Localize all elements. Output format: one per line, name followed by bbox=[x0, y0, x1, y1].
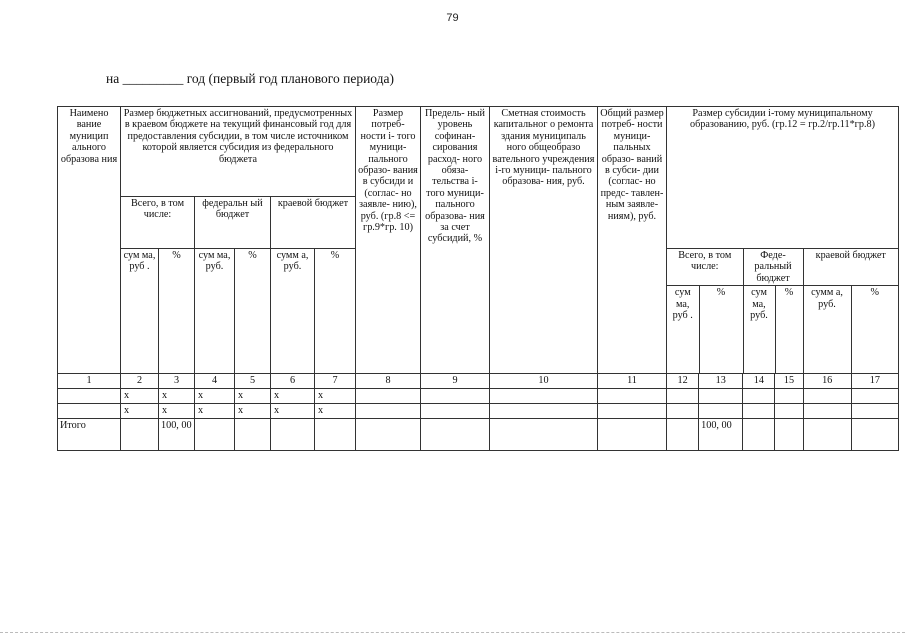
table-cell: x bbox=[159, 404, 195, 419]
budget-group-header: Размер бюджетных ассигнований, предусмотренных в краевом бюджете на текущий финансовый год для предоставления субсидии, в том числе источником которой является субсидия из федерального бюджета bbox=[121, 107, 356, 197]
table-row bbox=[58, 389, 899, 404]
table-cell bbox=[851, 389, 898, 404]
table-cell: x bbox=[315, 389, 356, 404]
total-incl-a-header: Всего, в том числе: bbox=[121, 197, 195, 249]
table-heading: на _________ год (первый год планового периода) bbox=[106, 71, 395, 86]
column-number: 2 bbox=[121, 374, 159, 389]
federal-b-header: Феде- ральный бюджет bbox=[743, 249, 803, 286]
table-cell bbox=[490, 389, 598, 404]
column-number-row bbox=[58, 374, 899, 389]
sum-header: сумм а, руб. bbox=[803, 286, 851, 373]
table-cell: x bbox=[121, 389, 159, 404]
column-number: 6 bbox=[271, 374, 315, 389]
column-number: 13 bbox=[699, 374, 743, 389]
sum-header: сум ма, руб . bbox=[667, 286, 699, 373]
table-cell bbox=[775, 404, 803, 419]
table-cell bbox=[743, 404, 775, 419]
percent-header: % bbox=[870, 287, 879, 299]
subsidy-table bbox=[57, 106, 899, 451]
subsidy-subheader-block bbox=[667, 249, 899, 374]
need-header: Размер потреб- ности i- того муници- пального образо- вания в субсиди и (соглас- но заявле- нию), руб. (гр.8 <= гр.9*гр. 10) bbox=[356, 107, 421, 374]
table-cell bbox=[803, 389, 851, 404]
column-number: 1 bbox=[58, 374, 121, 389]
table-cell bbox=[667, 404, 699, 419]
percent-header: % bbox=[315, 249, 356, 374]
percent-header: % bbox=[159, 249, 195, 374]
total-row bbox=[58, 419, 899, 451]
page-number: 79 bbox=[446, 12, 459, 24]
column-number: 5 bbox=[235, 374, 271, 389]
table-cell bbox=[699, 389, 743, 404]
column-number: 10 bbox=[490, 374, 598, 389]
subsidy-group-header: Размер субсидии i-тому муниципальному образованию, руб. (гр.12 = гр.2/гр.11*гр.8) bbox=[667, 107, 899, 249]
table-cell bbox=[775, 389, 803, 404]
table-cell: x bbox=[195, 404, 235, 419]
sum-header: сум ма, руб. bbox=[195, 249, 235, 374]
table-cell bbox=[803, 404, 851, 419]
limit-header: Предель- ный уровень софинан- сирования расход- ного обяза- тельства i-того муници- пального образова- ния за счет субсидий, % bbox=[421, 107, 490, 374]
table-cell bbox=[598, 404, 667, 419]
percent-header: % bbox=[699, 286, 743, 373]
sum-header: сумм а, руб. bbox=[271, 249, 315, 374]
table-cell bbox=[851, 404, 898, 419]
total-percent-subsidy: 100, 00 bbox=[699, 419, 743, 451]
table-cell bbox=[743, 389, 775, 404]
regional-b-header: краевой бюджет bbox=[803, 249, 898, 286]
column-number: 11 bbox=[598, 374, 667, 389]
total-percent-budget: 100, 00 bbox=[159, 419, 195, 451]
table-cell bbox=[421, 389, 490, 404]
column-number: 12 bbox=[667, 374, 699, 389]
table-cell bbox=[421, 404, 490, 419]
column-number: 15 bbox=[775, 374, 803, 389]
table-cell bbox=[58, 404, 121, 419]
sum-header: сум ма, руб. bbox=[743, 286, 775, 373]
total-label: Итого bbox=[58, 419, 121, 451]
table-cell: x bbox=[235, 389, 271, 404]
total-incl-b-header: Всего, в том числе: bbox=[667, 249, 743, 286]
table-cell bbox=[490, 404, 598, 419]
percent-header: % bbox=[775, 286, 803, 373]
table-cell bbox=[356, 404, 421, 419]
table-row bbox=[58, 404, 899, 419]
federal-a-header: федеральн ый бюджет bbox=[195, 197, 271, 249]
column-number: 14 bbox=[743, 374, 775, 389]
estimate-header: Сметная стоимость капитальног о ремонта здания муниципаль ного общеобразо вательного учреждения i-го муници- пального образова- ния, руб. bbox=[490, 107, 598, 374]
table-cell: x bbox=[195, 389, 235, 404]
column-number: 9 bbox=[421, 374, 490, 389]
table-cell: x bbox=[271, 404, 315, 419]
table-cell bbox=[58, 389, 121, 404]
percent-header: % bbox=[235, 249, 271, 374]
sum-header: сум ма, руб . bbox=[121, 249, 159, 374]
table-cell: x bbox=[235, 404, 271, 419]
table-cell bbox=[356, 389, 421, 404]
table-cell bbox=[699, 404, 743, 419]
column-number: 8 bbox=[356, 374, 421, 389]
table-cell bbox=[598, 389, 667, 404]
column-number: 3 bbox=[159, 374, 195, 389]
total-need-header: Общий размер потреб- ности муници- пальных образо- ваний в субси- дии (соглас- но предс- тавлен- ным заявле- ниям), руб. bbox=[598, 107, 667, 374]
regional-a-header: краевой бюджет bbox=[271, 197, 356, 249]
table-cell bbox=[667, 389, 699, 404]
page-edge-divider bbox=[0, 632, 905, 633]
column-number: 16 bbox=[803, 374, 851, 389]
table-cell: x bbox=[121, 404, 159, 419]
column-number: 7 bbox=[315, 374, 356, 389]
column-number: 4 bbox=[195, 374, 235, 389]
table-cell: x bbox=[159, 389, 195, 404]
table-cell: x bbox=[315, 404, 356, 419]
table-cell: x bbox=[271, 389, 315, 404]
column-number: 17 bbox=[851, 374, 898, 389]
col-name-header: Наимено вание муницип ального образова ния bbox=[58, 107, 121, 374]
